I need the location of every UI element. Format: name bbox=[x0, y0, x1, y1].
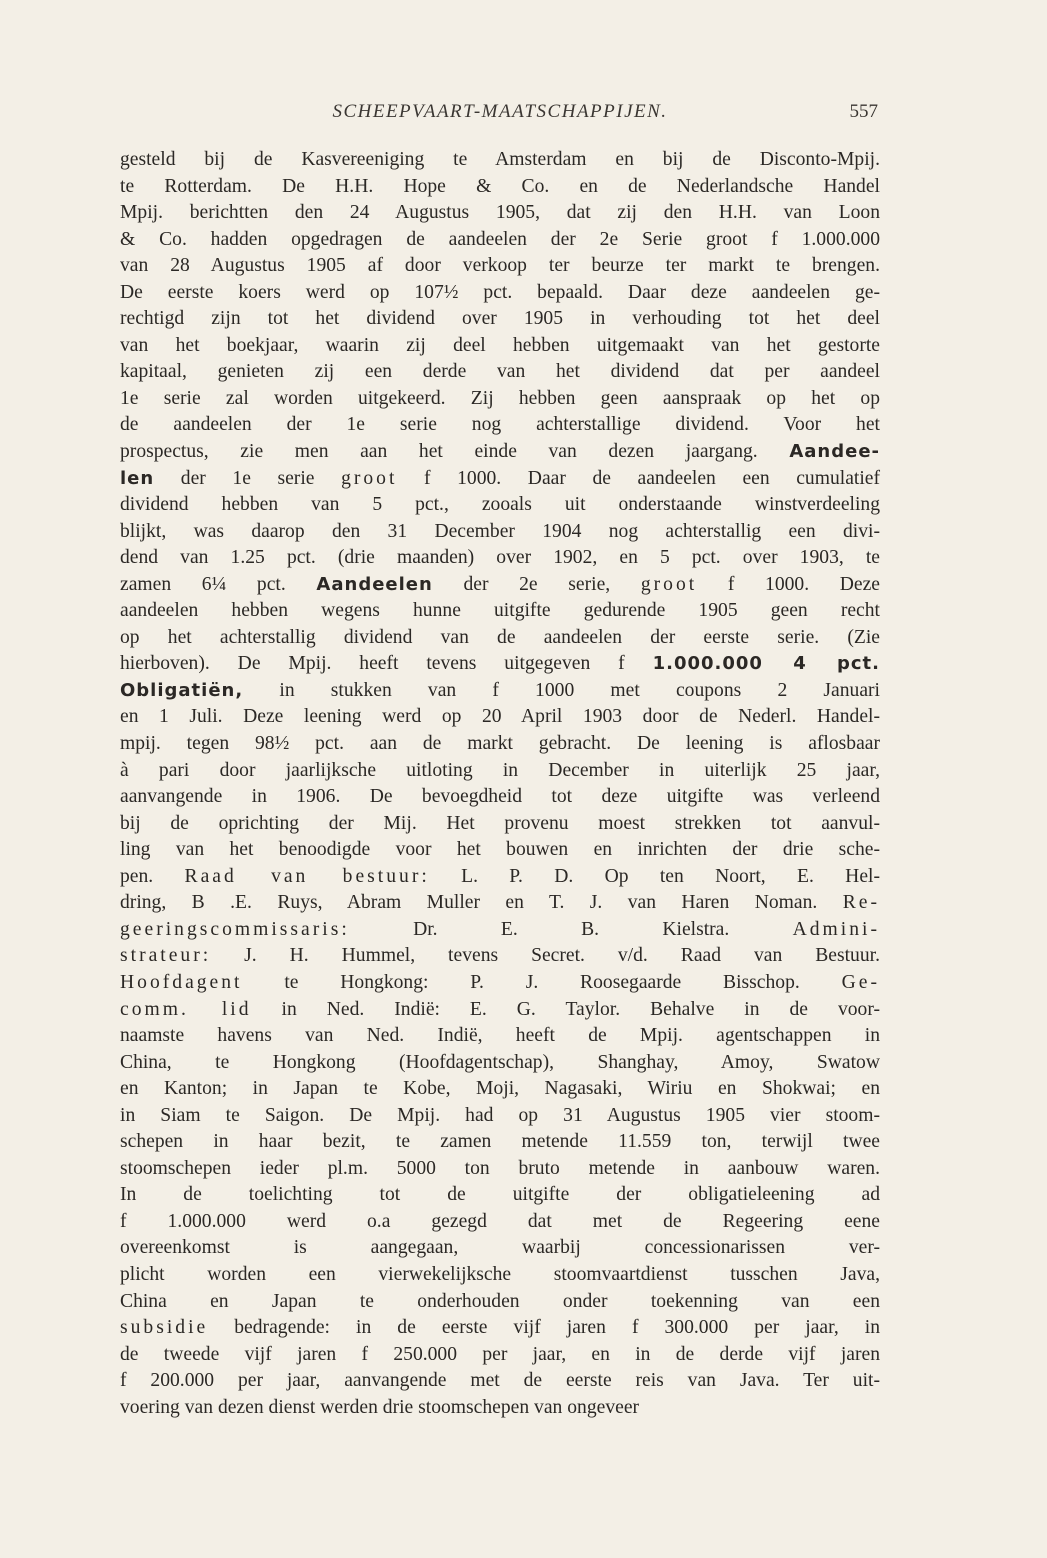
bold-term: Aandee- bbox=[789, 441, 880, 463]
bold-term: 1.000.000 4 pct. bbox=[652, 653, 880, 675]
text-run: prospectus, zie men aan het einde van dezen jaargang. bbox=[120, 441, 790, 463]
text-run: f 1000. Deze bbox=[697, 573, 880, 595]
text-line bbox=[120, 519, 880, 546]
text-line bbox=[120, 280, 880, 307]
running-header bbox=[120, 101, 880, 129]
text-line bbox=[120, 997, 880, 1024]
text-run: Dr. E. B. Kielstra. bbox=[349, 918, 793, 940]
text-line bbox=[120, 811, 880, 838]
text-line bbox=[120, 572, 880, 599]
text-run: schepen in haar bezit, te zamen metende 11.559 ton, terwijl twee bbox=[120, 1131, 880, 1153]
text-line bbox=[120, 1289, 880, 1316]
text-line bbox=[120, 147, 880, 174]
text-run: dring, B .E. Ruys, Abram Muller en T. J. van Haren Noman. bbox=[120, 892, 843, 914]
text-run: naamste havens van Ned. Indië, heeft de Mpij. agentschappen in bbox=[120, 1025, 880, 1047]
text-line bbox=[120, 386, 880, 413]
text-run: der 2e serie, bbox=[432, 573, 641, 595]
text-line bbox=[120, 466, 880, 493]
text-line bbox=[120, 731, 880, 758]
spaced-term: groot bbox=[640, 573, 698, 595]
text-line bbox=[120, 412, 880, 439]
text-run: in Ned. Indië: E. G. Taylor. Behalve in de voor- bbox=[251, 998, 880, 1020]
text-run: plicht worden een vierwekelijksche stoomvaartdienst tusschen Java, bbox=[120, 1263, 880, 1285]
bold-term: Obligatiën, bbox=[120, 679, 244, 701]
text-run: zamen 6¼ pct. bbox=[120, 573, 317, 595]
text-run: te Rotterdam. De H.H. Hope & Co. en de Nederlandsche Handel bbox=[120, 175, 880, 197]
bold-term: Aandeelen bbox=[316, 573, 433, 595]
spaced-term: Ge- bbox=[841, 971, 880, 993]
text-line bbox=[120, 704, 880, 731]
running-title: SCHEEPVAART-MAATSCHAPPIJEN. bbox=[332, 101, 668, 122]
text-run: overeenkomst is aangegaan, waarbij concessionarissen ver- bbox=[120, 1237, 880, 1259]
text-line bbox=[120, 1368, 880, 1395]
text-line bbox=[120, 1209, 880, 1236]
text-line bbox=[120, 678, 880, 705]
text-run: bedragende: in de eerste vijf jaren f 300.000 per jaar, in bbox=[208, 1317, 880, 1339]
text-run: van het boekjaar, waarin zij deel hebben uitgemaakt van het gestorte bbox=[120, 334, 880, 356]
text-run: de aandeelen der 1e serie nog achterstallige dividend. Voor het bbox=[120, 414, 880, 436]
text-run: blijkt, was daarop den 31 December 1904 nog achterstallig een divi- bbox=[120, 520, 880, 542]
text-line bbox=[120, 545, 880, 572]
text-line bbox=[120, 359, 880, 386]
text-run: dend van 1.25 pct. (drie maanden) over 1902, en 5 pct. over 1903, te bbox=[120, 547, 880, 569]
text-line bbox=[120, 651, 880, 678]
text-run: der 1e serie bbox=[154, 467, 342, 489]
text-line bbox=[120, 1023, 880, 1050]
text-run: in Siam te Saigon. De Mpij. had op 31 Augustus 1905 vier stoom- bbox=[120, 1104, 880, 1126]
text-run: bij de oprichting der Mij. Het provenu moest strekken tot aanvul- bbox=[120, 812, 880, 834]
text-run: China en Japan te onderhouden onder toekenning van een bbox=[120, 1290, 880, 1312]
text-line bbox=[120, 1050, 880, 1077]
text-run: 1e serie zal worden uitgekeerd. Zij hebben geen aanspraak op het op bbox=[120, 387, 880, 409]
text-line bbox=[120, 625, 880, 652]
bold-term: len bbox=[120, 467, 155, 489]
page-number: 557 bbox=[849, 101, 878, 122]
text-run: dividend hebben van 5 pct., zooals uit onderstaande winstverdeeling bbox=[120, 494, 880, 516]
text-line bbox=[120, 174, 880, 201]
text-line bbox=[120, 758, 880, 785]
text-run: aanvangende in 1906. De bevoegdheid tot deze uitgifte was verleend bbox=[120, 786, 880, 808]
spaced-term: Admini- bbox=[792, 918, 880, 940]
text-line bbox=[120, 1342, 880, 1369]
text-run: Mpij. berichtten den 24 Augustus 1905, dat zij den H.H. van Loon bbox=[120, 202, 880, 224]
text-line bbox=[120, 333, 880, 360]
text-line bbox=[120, 1262, 880, 1289]
text-run: à pari door jaarlijksche uitloting in December in uiterlijk 25 jaar, bbox=[120, 759, 880, 781]
text-line bbox=[120, 1395, 880, 1422]
text-run: voering van dezen dienst werden drie stoomschepen van ongeveer bbox=[120, 1396, 640, 1418]
text-run: rechtigd zijn tot het dividend over 1905 in verhouding tot het deel bbox=[120, 308, 880, 330]
text-line bbox=[120, 864, 880, 891]
text-run: De eerste koers werd op 107½ pct. bepaald. Daar deze aandeelen ge- bbox=[120, 281, 880, 303]
text-line bbox=[120, 837, 880, 864]
text-line bbox=[120, 890, 880, 917]
text-run: hierboven). De Mpij. heeft tevens uitgegeven f bbox=[120, 653, 653, 675]
text-line bbox=[120, 1182, 880, 1209]
text-run: ling van het benoodigde voor het bouwen en inrichten der drie sche- bbox=[120, 839, 880, 861]
text-line bbox=[120, 1103, 880, 1130]
text-line bbox=[120, 598, 880, 625]
text-line bbox=[120, 1156, 880, 1183]
text-run: kapitaal, genieten zij een derde van het dividend dat per aandeel bbox=[120, 361, 880, 383]
spaced-term: Raad van bestuur: bbox=[184, 865, 430, 887]
text-run: pen. bbox=[120, 865, 185, 887]
spaced-term: subsidie bbox=[120, 1317, 209, 1339]
text-run: en 1 Juli. Deze leening werd op 20 April 1903 door de Nederl. Handel- bbox=[120, 706, 880, 728]
text-run: f 200.000 per jaar, aanvangende met de eerste reis van Java. Ter uit- bbox=[120, 1370, 880, 1392]
text-line bbox=[120, 227, 880, 254]
text-run: & Co. hadden opgedragen de aandeelen der 2e Serie groot f 1.000.000 bbox=[120, 228, 880, 250]
text-run: J. H. Hummel, tevens Secret. v/d. Raad van Bestuur. bbox=[211, 945, 880, 967]
text-run: op het achterstallig dividend van de aandeelen der eerste serie. (Zie bbox=[120, 626, 880, 648]
text-run: In de toelichting tot de uitgifte der obligatieleening ad bbox=[120, 1184, 880, 1206]
text-line bbox=[120, 1235, 880, 1262]
spaced-term: Hoofdagent bbox=[120, 971, 243, 993]
text-run: stoomschepen ieder pl.m. 5000 ton bruto metende in aanbouw waren. bbox=[120, 1157, 880, 1179]
text-run: gesteld bij de Kasvereeniging te Amsterdam en bij de Disconto-Mpij. bbox=[120, 149, 880, 170]
text-line bbox=[120, 439, 880, 466]
text-line bbox=[120, 200, 880, 227]
text-line bbox=[120, 943, 880, 970]
text-run: aandeelen hebben wegens hunne uitgifte gedurende 1905 geen recht bbox=[120, 600, 880, 622]
text-run: f 1.000.000 werd o.a gezegd dat met de Regeering eene bbox=[120, 1210, 880, 1232]
text-run: van 28 Augustus 1905 af door verkoop ter beurze ter markt te brengen. bbox=[120, 255, 880, 277]
text-run: f 1000. Daar de aandeelen een cumulatief bbox=[397, 467, 881, 489]
spaced-term: strateur: bbox=[120, 945, 212, 967]
text-run: China, te Hongkong (Hoofdagentschap), Shanghay, Amoy, Swatow bbox=[120, 1051, 880, 1073]
body-text bbox=[120, 147, 880, 1421]
text-run: L. P. D. Op ten Noort, E. Hel- bbox=[429, 865, 880, 887]
text-line bbox=[120, 1076, 880, 1103]
text-line bbox=[120, 917, 880, 944]
spaced-term: comm. lid bbox=[120, 998, 252, 1020]
text-line bbox=[120, 1129, 880, 1156]
text-line bbox=[120, 253, 880, 280]
text-line bbox=[120, 306, 880, 333]
spaced-term: Re- bbox=[842, 892, 880, 914]
text-line bbox=[120, 1315, 880, 1342]
text-line bbox=[120, 492, 880, 519]
text-run: te Hongkong: P. J. Roosegaarde Bisschop. bbox=[242, 971, 842, 993]
text-run: en Kanton; in Japan te Kobe, Moji, Nagasaki, Wiriu en Shokwai; en bbox=[120, 1078, 880, 1100]
text-run: mpij. tegen 98½ pct. aan de markt gebracht. De leening is aflosbaar bbox=[120, 733, 880, 755]
spaced-term: groot bbox=[341, 467, 398, 489]
text-run: de tweede vijf jaren f 250.000 per jaar, en in de derde vijf jaren bbox=[120, 1343, 880, 1365]
text-line bbox=[120, 784, 880, 811]
spaced-term: geeringscommissaris: bbox=[120, 918, 350, 940]
text-run: in stukken van f 1000 met coupons 2 Januari bbox=[243, 679, 880, 701]
text-line bbox=[120, 970, 880, 997]
